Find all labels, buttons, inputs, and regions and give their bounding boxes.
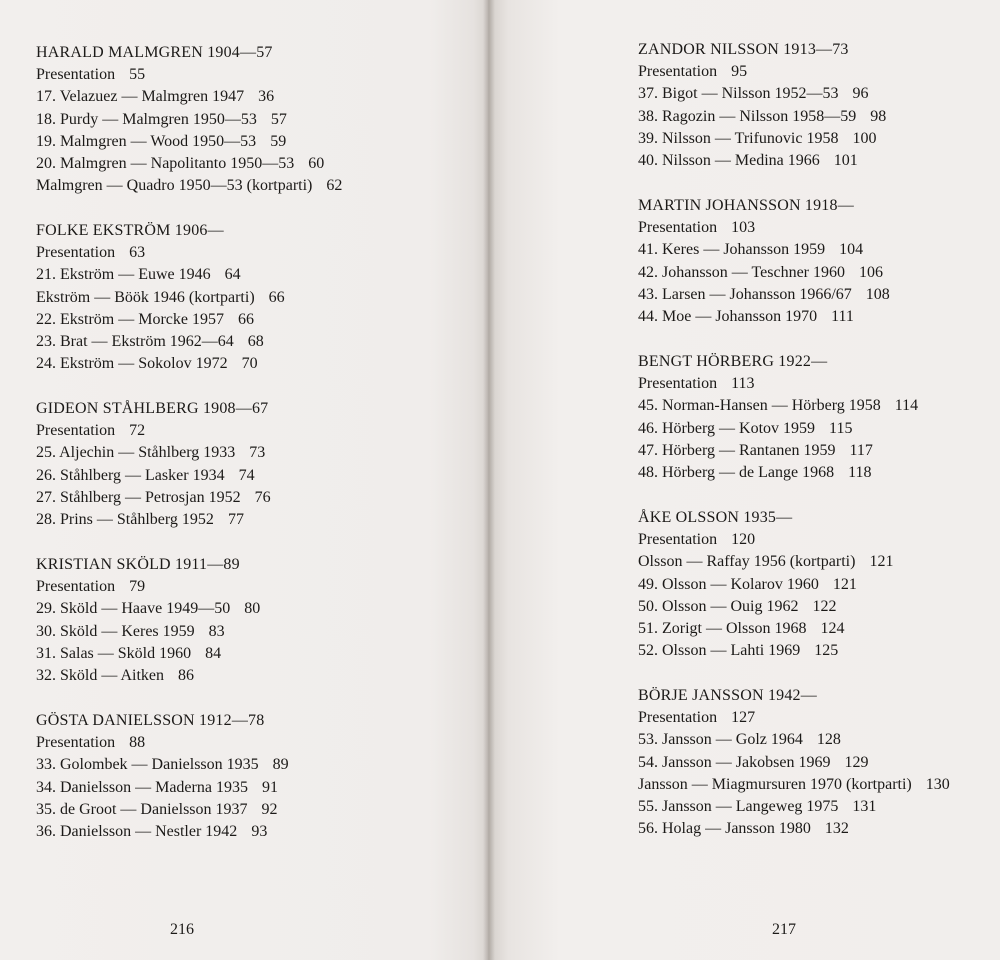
entry-page: 108 — [865, 285, 890, 303]
entry-title: 55. Jansson — Langeweg 1975 — [638, 798, 839, 816]
entry-title: Ekström — Böök 1946 (kortparti) — [36, 288, 255, 306]
entry-title: Presentation — [638, 219, 718, 236]
entry-page: 93 — [251, 823, 268, 841]
entry-title: 42. Johansson — Teschner 1960 — [638, 263, 846, 281]
index-entry — [36, 665, 260, 687]
entry-title: Presentation — [36, 734, 116, 751]
index-entry — [36, 754, 289, 776]
index-entry — [638, 640, 893, 662]
entry-title: 36. Danielsson — Nestler 1942 — [36, 823, 238, 841]
left-page — [0, 0, 488, 960]
entry-page: 73 — [249, 444, 266, 462]
entry-title: 44. Moe — Johansson 1970 — [638, 308, 818, 326]
index-entry — [36, 621, 260, 643]
entry-page: 127 — [731, 709, 756, 726]
entry-page: 63 — [129, 244, 146, 261]
entry-page: 62 — [326, 177, 343, 195]
entry-title: Presentation — [36, 66, 116, 83]
entry-title: 45. Norman-Hansen — Hörberg 1958 — [638, 397, 881, 415]
entry-page: 64 — [224, 266, 241, 284]
player-heading: KRISTIAN SKÖLD 1911—89 — [36, 556, 240, 573]
entry-page: 125 — [814, 642, 839, 660]
index-entry — [638, 418, 918, 440]
index-section — [36, 554, 260, 687]
entry-title: 30. Sköld — Keres 1959 — [36, 622, 195, 640]
entry-page: 72 — [129, 422, 146, 439]
entry-page: 59 — [270, 132, 287, 150]
entry-title: 37. Bigot — Nilsson 1952—53 — [638, 85, 839, 103]
entry-title: 48. Hörberg — de Lange 1968 — [638, 464, 835, 482]
index-entry — [638, 818, 950, 840]
entry-page: 66 — [268, 288, 285, 306]
index-entry — [36, 465, 271, 487]
entry-title: 21. Ekström — Euwe 1946 — [36, 266, 211, 284]
entry-page: 106 — [859, 263, 884, 281]
index-entry — [638, 128, 886, 150]
entry-page: 114 — [894, 397, 919, 415]
entry-title: 34. Danielsson — Maderna 1935 — [36, 778, 248, 796]
entry-title: 22. Ekström — Morcke 1957 — [36, 310, 224, 328]
entry-title: 51. Zorigt — Olsson 1968 — [638, 620, 807, 638]
entry-title: 47. Hörberg — Rantanen 1959 — [638, 441, 836, 459]
entry-page: 80 — [244, 600, 261, 618]
index-entry — [36, 732, 289, 754]
entry-title: 28. Prins — Ståhlberg 1952 — [36, 511, 214, 529]
index-entry — [36, 131, 342, 153]
entry-page: 117 — [849, 441, 873, 459]
index-entry — [638, 373, 918, 395]
entry-title: 35. de Groot — Danielsson 1937 — [36, 800, 248, 818]
index-entry — [638, 574, 893, 596]
entry-title: Presentation — [36, 422, 116, 439]
entry-title: 24. Ekström — Sokolov 1972 — [36, 355, 228, 373]
entry-title: 54. Jansson — Jakobsen 1969 — [638, 753, 831, 771]
page-number-left: 216 — [170, 921, 194, 938]
player-heading: GÖSTA DANIELSSON 1912—78 — [36, 712, 265, 729]
entry-title: 20. Malmgren — Napolitanto 1950—53 — [36, 155, 295, 173]
entry-title: 33. Golombek — Danielsson 1935 — [36, 756, 259, 774]
entry-page: 128 — [816, 731, 841, 749]
index-section — [638, 39, 886, 172]
entry-page: 104 — [839, 241, 864, 259]
entry-page: 132 — [824, 820, 849, 838]
entry-page: 76 — [254, 488, 271, 506]
entry-page: 121 — [869, 553, 894, 571]
index-section — [638, 351, 918, 484]
index-section — [36, 398, 271, 531]
index-entry — [638, 395, 918, 417]
index-section — [638, 195, 890, 328]
index-entry — [36, 86, 342, 108]
entry-page: 113 — [731, 375, 755, 392]
entry-title: 43. Larsen — Johansson 1966/67 — [638, 285, 852, 303]
index-entry — [638, 284, 890, 306]
index-entry — [638, 752, 950, 774]
index-entry — [638, 529, 893, 551]
index-entry — [36, 487, 271, 509]
player-heading: BÖRJE JANSSON 1942— — [638, 687, 817, 704]
index-entry — [638, 217, 890, 239]
entry-title: 39. Nilsson — Trifunovic 1958 — [638, 129, 839, 147]
entry-page: 74 — [238, 466, 255, 484]
player-heading: HARALD MALMGREN 1904—57 — [36, 44, 273, 61]
entry-title: Presentation — [36, 578, 116, 595]
player-heading: ZANDOR NILSSON 1913—73 — [638, 41, 849, 58]
entry-page: 88 — [129, 734, 146, 751]
index-section — [638, 507, 893, 663]
index-section — [36, 710, 289, 843]
index-entry — [638, 707, 950, 729]
index-entry — [36, 821, 289, 843]
entry-page: 118 — [848, 464, 872, 482]
entry-title: 49. Olsson — Kolarov 1960 — [638, 575, 819, 593]
entry-title: 17. Velazuez — Malmgren 1947 — [36, 88, 245, 106]
index-entry — [36, 576, 260, 598]
index-section — [638, 685, 950, 841]
index-entry — [638, 262, 890, 284]
index-entry — [638, 551, 893, 573]
entry-page: 60 — [308, 155, 325, 173]
book-gutter — [483, 0, 495, 960]
index-entry — [638, 796, 950, 818]
entry-page: 92 — [261, 800, 278, 818]
index-section — [36, 42, 342, 198]
index-entry — [36, 420, 271, 442]
index-entry — [638, 106, 886, 128]
entry-title: 46. Hörberg — Kotov 1959 — [638, 419, 816, 437]
index-entry — [638, 618, 893, 640]
player-heading: FOLKE EKSTRÖM 1906— — [36, 222, 224, 239]
index-entry — [36, 153, 342, 175]
entry-page: 70 — [241, 355, 258, 373]
entry-page: 131 — [852, 798, 877, 816]
index-entry — [638, 462, 918, 484]
index-entry — [36, 64, 342, 86]
index-entry — [36, 287, 285, 309]
entry-page: 36 — [258, 88, 275, 106]
right-page — [488, 0, 1000, 960]
entry-page: 121 — [832, 575, 857, 593]
index-entry — [36, 643, 260, 665]
entry-title: 25. Aljechin — Ståhlberg 1933 — [36, 444, 236, 462]
entry-page: 129 — [844, 753, 869, 771]
entry-title: 50. Olsson — Ouig 1962 — [638, 597, 799, 615]
entry-page: 91 — [261, 778, 278, 796]
entry-page: 84 — [205, 644, 222, 662]
entry-page: 89 — [272, 756, 289, 774]
index-entry — [638, 596, 893, 618]
entry-title: 26. Ståhlberg — Lasker 1934 — [36, 466, 225, 484]
entry-page: 111 — [831, 308, 854, 326]
entry-page: 101 — [833, 152, 858, 170]
entry-title: Presentation — [638, 375, 718, 392]
entry-title: 32. Sköld — Aitken — [36, 667, 165, 685]
entry-title: Jansson — Miagmursuren 1970 (kortparti) — [638, 775, 912, 793]
entry-title: 38. Ragozin — Nilsson 1958—59 — [638, 107, 857, 125]
index-entry — [638, 729, 950, 751]
entry-title: 40. Nilsson — Medina 1966 — [638, 152, 820, 170]
entry-page: 122 — [812, 597, 837, 615]
entry-title: 19. Malmgren — Wood 1950—53 — [36, 132, 257, 150]
index-entry — [638, 306, 890, 328]
entry-title: Malmgren — Quadro 1950—53 (kortparti) — [36, 177, 313, 195]
entry-page: 55 — [129, 66, 146, 83]
player-heading: BENGT HÖRBERG 1922— — [638, 353, 828, 370]
index-entry — [638, 83, 886, 105]
entry-page: 83 — [208, 622, 225, 640]
index-entry — [36, 442, 271, 464]
entry-page: 100 — [852, 129, 877, 147]
index-entry — [36, 353, 285, 375]
entry-page: 98 — [870, 107, 887, 125]
index-entry — [638, 774, 950, 796]
index-entry — [638, 440, 918, 462]
entry-title: 27. Ståhlberg — Petrosjan 1952 — [36, 488, 241, 506]
entry-page: 124 — [820, 620, 845, 638]
index-entry — [36, 799, 289, 821]
entry-page: 96 — [852, 85, 869, 103]
entry-title: 29. Sköld — Haave 1949—50 — [36, 600, 231, 618]
entry-title: Presentation — [638, 531, 718, 548]
index-entry — [36, 331, 285, 353]
player-heading: ÅKE OLSSON 1935— — [638, 509, 793, 526]
entry-title: Presentation — [638, 63, 718, 80]
index-section — [36, 220, 285, 376]
entry-page: 79 — [129, 578, 146, 595]
entry-title: Presentation — [638, 709, 718, 726]
index-entry — [36, 598, 260, 620]
entry-title: 31. Salas — Sköld 1960 — [36, 644, 192, 662]
entry-title: 56. Holag — Jansson 1980 — [638, 820, 811, 838]
index-entry — [36, 242, 285, 264]
entry-page: 115 — [829, 419, 853, 437]
entry-title: Presentation — [36, 244, 116, 261]
index-entry — [36, 264, 285, 286]
entry-page: 86 — [178, 667, 195, 685]
index-entry — [638, 239, 890, 261]
entry-page: 68 — [247, 333, 264, 351]
entry-title: 18. Purdy — Malmgren 1950—53 — [36, 110, 257, 128]
entry-title: Olsson — Raffay 1956 (kortparti) — [638, 553, 856, 571]
index-entry — [638, 150, 886, 172]
entry-page: 120 — [731, 531, 756, 548]
index-entry — [36, 109, 342, 131]
index-entry — [36, 509, 271, 531]
entry-page: 103 — [731, 219, 756, 236]
entry-title: 53. Jansson — Golz 1964 — [638, 731, 803, 749]
player-heading: MARTIN JOHANSSON 1918— — [638, 197, 854, 214]
entry-page: 66 — [237, 310, 254, 328]
index-entry — [638, 61, 886, 83]
page-number-right: 217 — [772, 921, 796, 938]
entry-page: 57 — [270, 110, 287, 128]
entry-page: 130 — [925, 775, 950, 793]
entry-page: 95 — [731, 63, 748, 80]
entry-title: 41. Keres — Johansson 1959 — [638, 241, 826, 259]
index-entry — [36, 175, 342, 197]
index-entry — [36, 777, 289, 799]
entry-title: 23. Brat — Ekström 1962—64 — [36, 333, 234, 351]
entry-page: 77 — [227, 511, 244, 529]
player-heading: GIDEON STÅHLBERG 1908—67 — [36, 400, 269, 417]
index-entry — [36, 309, 285, 331]
entry-title: 52. Olsson — Lahti 1969 — [638, 642, 801, 660]
